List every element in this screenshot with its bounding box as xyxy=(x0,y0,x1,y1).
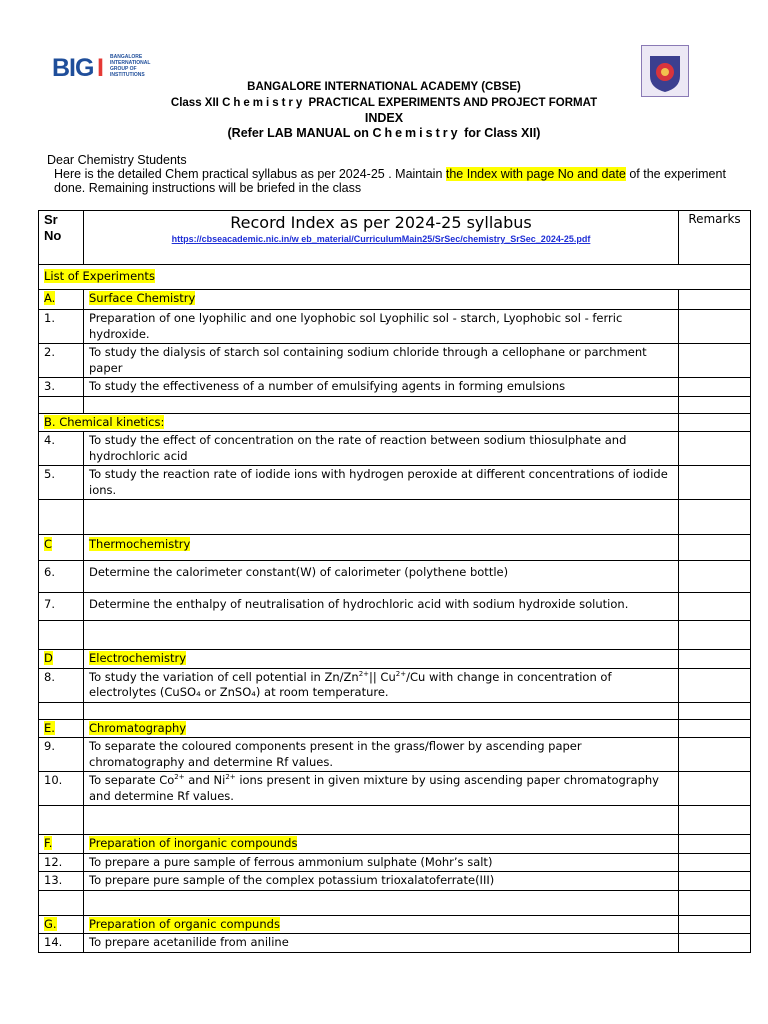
remarks-cell xyxy=(679,593,751,621)
remarks-cell xyxy=(679,668,751,702)
record-index-table xyxy=(38,210,751,953)
exp-text: Preparation of one lyophilic and one lyophobic sol Lyophilic sol - starch, Lyophobic sol - ferric hydroxide. xyxy=(84,310,679,344)
intro-paragraph xyxy=(47,153,727,195)
remarks-cell xyxy=(679,561,751,593)
exp-text: To study the effect of concentration on the rate of reaction between sodium thiosulphate and hydrochloric acid xyxy=(84,432,679,466)
exp-text-part: and Ni xyxy=(184,773,226,787)
exp-superscript: 2+ xyxy=(358,669,370,678)
record-index-title: Record Index as per 2024-25 syllabus xyxy=(230,213,532,232)
exp-no: 1. xyxy=(39,310,84,344)
section-label-cell xyxy=(39,835,84,854)
empty-row xyxy=(39,806,751,835)
section-row xyxy=(39,915,751,934)
table-row xyxy=(39,872,751,891)
empty-cell xyxy=(84,621,679,650)
exp-no: 4. xyxy=(39,432,84,466)
section-b-cell xyxy=(39,413,679,432)
refer-lab-manual xyxy=(0,126,768,140)
empty-cell xyxy=(39,500,84,535)
header-sr-no: Sr No xyxy=(39,211,84,265)
exp-text-part: To separate Co xyxy=(89,773,175,787)
empty-cell xyxy=(679,806,751,835)
index-heading: INDEX xyxy=(364,111,404,125)
section-title-cell xyxy=(84,719,679,738)
exp-text: To study the reaction rate of iodide ions with hydrogen peroxide at different concentrations of iodide ions. xyxy=(84,466,679,500)
remarks-cell xyxy=(679,915,751,934)
bigi-logo xyxy=(52,52,160,84)
remarks-cell xyxy=(679,535,751,561)
exp-superscript: 2+ xyxy=(174,773,185,782)
exp-text-part: ions present in given mixture by using ascending paper chromatography and determine Rf values. xyxy=(89,773,659,803)
section-row xyxy=(39,719,751,738)
intro-text-before: Here is the detailed Chem practical syllabus as per 2024-25 . Maintain xyxy=(54,167,446,181)
section-label-cell xyxy=(39,650,84,669)
section-row xyxy=(39,535,751,561)
empty-cell xyxy=(84,500,679,535)
empty-cell xyxy=(39,890,84,915)
empty-cell xyxy=(679,621,751,650)
remarks-cell xyxy=(679,835,751,854)
exp-no: 14. xyxy=(39,934,84,953)
table-row xyxy=(39,772,751,806)
subtitle xyxy=(0,97,768,109)
empty-cell xyxy=(84,396,679,413)
exp-no: 8. xyxy=(39,668,84,702)
remarks-cell xyxy=(679,772,751,806)
remarks-cell xyxy=(679,310,751,344)
subtitle-format: PRACTICAL EXPERIMENTS AND PROJECT FORMAT xyxy=(308,97,598,109)
exp-no: 5. xyxy=(39,466,84,500)
refer-suffix: for Class XII) xyxy=(464,126,541,140)
remarks-cell xyxy=(679,432,751,466)
exp-no: 7. xyxy=(39,593,84,621)
section-title-cell xyxy=(84,290,679,310)
section-row xyxy=(39,413,751,432)
section-c-label: C xyxy=(44,537,53,551)
empty-cell xyxy=(39,396,84,413)
table-row xyxy=(39,466,751,500)
remarks-cell xyxy=(679,344,751,378)
list-label: List of Experiments xyxy=(44,269,155,283)
section-title-cell xyxy=(84,650,679,669)
empty-row xyxy=(39,702,751,719)
empty-row xyxy=(39,621,751,650)
section-row xyxy=(39,835,751,854)
empty-cell xyxy=(39,702,84,719)
remarks-cell xyxy=(679,872,751,891)
exp-text: Determine the enthalpy of neutralisation of hydrochloric acid with sodium hydroxide solution. xyxy=(84,593,679,621)
refer-prefix: (Refer LAB MANUAL on xyxy=(227,126,369,140)
header-remarks: Remarks xyxy=(679,211,751,265)
empty-cell xyxy=(84,890,679,915)
exp-text xyxy=(84,772,679,806)
section-row xyxy=(39,290,751,310)
exp-text xyxy=(84,668,679,702)
section-c-title: Thermochemistry xyxy=(89,537,191,551)
remarks-cell xyxy=(679,853,751,872)
subtitle-class: Class XII xyxy=(170,97,219,109)
exp-no: 10. xyxy=(39,772,84,806)
empty-cell xyxy=(679,396,751,413)
exp-no: 3. xyxy=(39,378,84,397)
section-a-label: A. xyxy=(44,291,56,305)
empty-cell xyxy=(39,806,84,835)
greeting: Dear Chemistry Students xyxy=(47,153,187,167)
section-label-cell xyxy=(39,915,84,934)
empty-cell xyxy=(39,621,84,650)
section-e-label: E. xyxy=(44,720,55,735)
remarks-cell xyxy=(679,290,751,310)
exp-text: Determine the calorimeter constant(W) of calorimeter (polythene bottle) xyxy=(84,561,679,593)
remarks-cell xyxy=(679,934,751,953)
exp-text: To study the dialysis of starch sol containing sodium chloride through a cellophane or parchment paper xyxy=(84,344,679,378)
exp-no: 2. xyxy=(39,344,84,378)
section-g-title: Preparation of organic compunds xyxy=(89,916,280,931)
empty-row xyxy=(39,396,751,413)
section-e-title: Chromatography xyxy=(89,720,187,735)
empty-cell xyxy=(84,806,679,835)
table-row xyxy=(39,853,751,872)
empty-row xyxy=(39,500,751,535)
empty-cell xyxy=(679,890,751,915)
intro-highlight: the Index with page No and date xyxy=(445,167,626,181)
section-title-cell xyxy=(84,835,679,854)
section-b-title: B. Chemical kinetics: xyxy=(44,414,165,429)
section-f-title: Preparation of inorganic compounds xyxy=(89,836,298,850)
bigi-logo-accent: I xyxy=(97,54,103,82)
empty-cell xyxy=(679,500,751,535)
exp-no: 6. xyxy=(39,561,84,593)
section-title-cell xyxy=(84,535,679,561)
section-label-cell xyxy=(39,535,84,561)
subtitle-subject: Chemistry xyxy=(222,97,306,109)
exp-no: 9. xyxy=(39,738,84,772)
table-row xyxy=(39,668,751,702)
exp-text-part: /Cu with change in concentration of electrolytes (CuSO₄ or ZnSO₄) at room temperature. xyxy=(89,669,612,699)
table-row xyxy=(39,593,751,621)
list-label-row xyxy=(39,265,751,290)
table-header-row xyxy=(39,211,751,265)
table-row xyxy=(39,344,751,378)
bigi-logo-text: BANGALORE INTERNATIONAL GROUP OF INSTITUTIONS xyxy=(110,54,151,78)
exp-text-part: || Cu xyxy=(369,669,396,684)
remarks-cell xyxy=(679,650,751,669)
table-row xyxy=(39,561,751,593)
bigi-logo-mark: BIG xyxy=(52,54,94,82)
exp-no: 12. xyxy=(39,853,84,872)
table-row xyxy=(39,934,751,953)
exp-superscript: 2+ xyxy=(395,669,407,678)
intro-body xyxy=(47,167,727,195)
syllabus-link[interactable]: https://cbseacademic.nic.in/w eb_material/CurriculumMain25/SrSec/chemistry_SrSec_2024-25.pdf xyxy=(171,234,591,244)
section-d-label: D xyxy=(44,651,53,665)
exp-text: To separate the coloured components present in the grass/flower by ascending paper chromatography and determine Rf values. xyxy=(84,738,679,772)
section-row xyxy=(39,650,751,669)
exp-text: To prepare acetanilide from aniline xyxy=(84,934,679,953)
header-title-cell xyxy=(84,211,679,265)
exp-text: To prepare a pure sample of ferrous ammonium sulphate (Mohr’s salt) xyxy=(84,853,679,872)
section-d-title: Electrochemistry xyxy=(89,651,186,665)
exp-text-part: To study the variation of cell potential in Zn/Zn xyxy=(89,669,359,684)
school-name: BANGALORE INTERNATIONAL ACADEMY (CBSE) xyxy=(247,81,521,93)
remarks-cell xyxy=(679,466,751,500)
exp-superscript: 2+ xyxy=(225,773,236,782)
empty-row xyxy=(39,890,751,915)
section-a-title: Surface Chemistry xyxy=(89,291,196,305)
table-row xyxy=(39,738,751,772)
remarks-cell xyxy=(679,719,751,738)
empty-cell xyxy=(84,702,679,719)
remarks-cell xyxy=(679,738,751,772)
exp-text: To study the effectiveness of a number of emulsifying agents in forming emulsions xyxy=(84,378,679,397)
intro-text-after: of the experiment done. Remaining instructions will be briefed in the class xyxy=(54,167,726,195)
table-row xyxy=(39,432,751,466)
list-of-experiments xyxy=(39,265,751,290)
exp-text: To prepare pure sample of the complex potassium trioxalatoferrate(III) xyxy=(84,872,679,891)
exp-no: 13. xyxy=(39,872,84,891)
section-f-label: F. xyxy=(44,836,53,850)
section-label-cell xyxy=(39,719,84,738)
table-row xyxy=(39,310,751,344)
remarks-cell xyxy=(679,378,751,397)
refer-subject: Chemistry xyxy=(372,126,461,140)
section-g-label: G. xyxy=(44,916,57,931)
empty-cell xyxy=(679,702,751,719)
section-title-cell xyxy=(84,915,679,934)
table-row xyxy=(39,378,751,397)
section-label-cell xyxy=(39,290,84,310)
remarks-cell xyxy=(679,413,751,432)
